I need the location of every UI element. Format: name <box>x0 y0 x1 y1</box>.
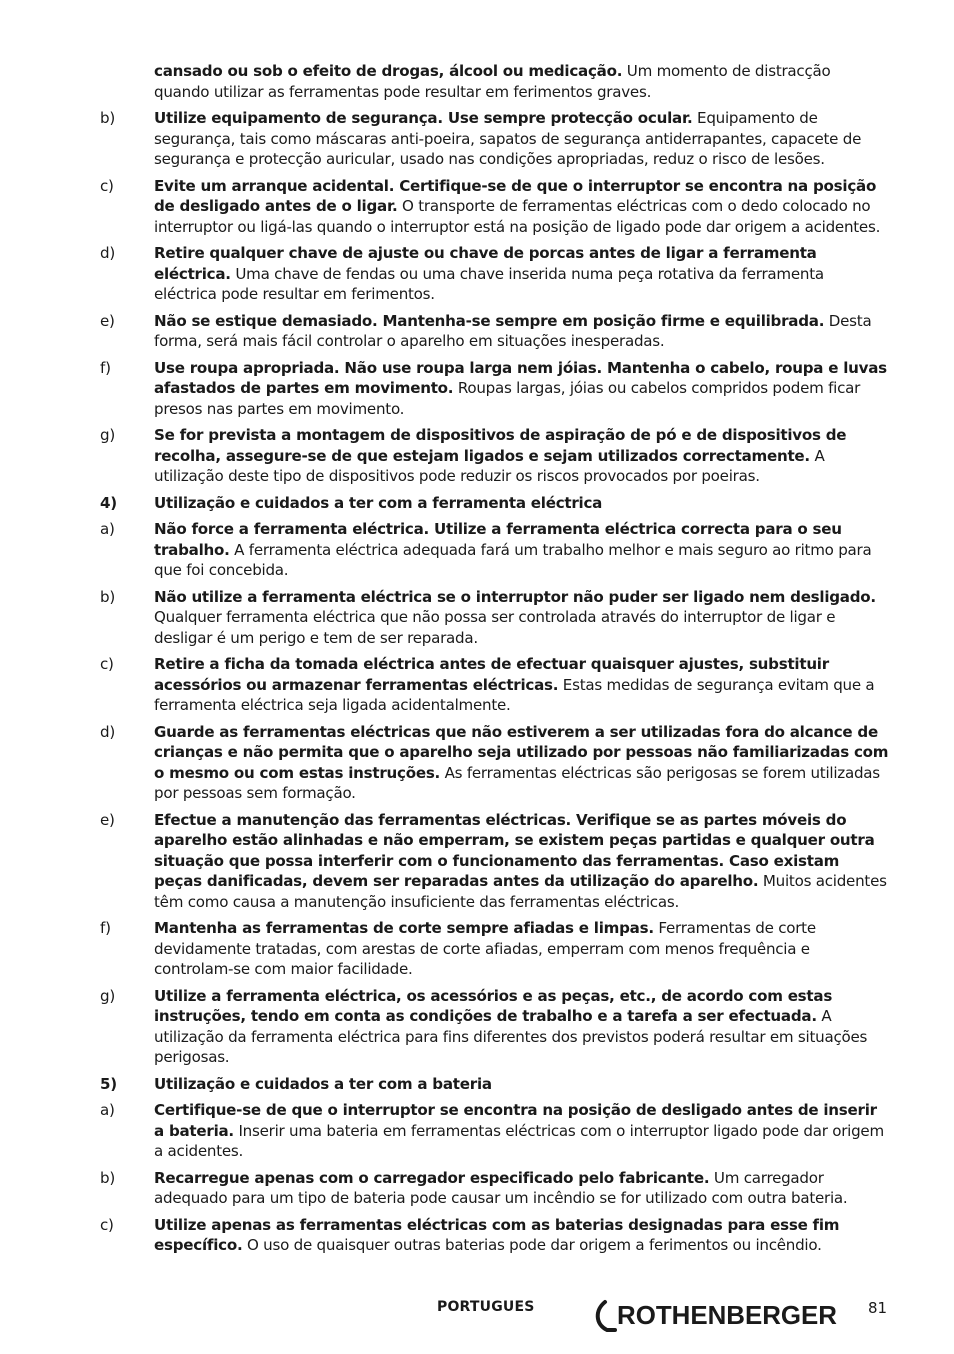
item-label: e) <box>100 810 115 829</box>
item-bold-text: Utilize a ferramenta eléctrica, os acessórios e as peças, etc., de acordo com estas instruções, tendo em conta as condições de trabalho e a tarefa a ser efectuada. <box>154 986 833 1025</box>
list-item <box>100 587 890 649</box>
item-bold-text: Não force a ferramenta eléctrica. Utilize a ferramenta eléctrica correcta para o seu trabalho. <box>154 520 842 559</box>
list-item <box>100 810 890 913</box>
item-label: c) <box>100 655 114 673</box>
item-text <box>154 587 890 649</box>
item-bold-text: Utilize equipamento de segurança. Use sempre protecção ocular. <box>154 109 693 127</box>
item-label: c) <box>100 1215 114 1234</box>
item-label: f) <box>100 919 111 937</box>
item-text <box>154 810 890 913</box>
list-item <box>100 425 890 487</box>
item-text <box>154 176 890 238</box>
list-item <box>100 722 890 804</box>
item-body-text: As ferramentas eléctricas são perigosas se forem utilizadas por pessoas sem formação. <box>154 763 880 802</box>
item-text <box>154 61 890 102</box>
list-item <box>100 1168 890 1209</box>
item-bold-text: Retire a ficha da tomada eléctrica antes de efectuar quaisquer ajustes, substituir acessórios ou armazenar ferramentas eléctricas. <box>154 655 829 694</box>
item-text <box>154 654 890 716</box>
item-text <box>154 918 890 980</box>
item-text <box>154 311 890 352</box>
item-label: a) <box>100 1101 115 1119</box>
item-text <box>154 722 890 804</box>
item-label: 5) <box>100 1074 117 1093</box>
item-body-text: Qualquer ferramenta eléctrica que não possa ser controlada através do interruptor de ligar e desligar é um perigo e tem de ser reparada. <box>154 608 836 647</box>
item-text <box>154 1168 890 1209</box>
item-label: g) <box>100 986 115 1005</box>
item-body-text: Um carregador adequado para um tipo de bateria pode causar um incêndio se for utilizado com outra bateria. <box>154 1168 848 1207</box>
list-item <box>100 519 890 581</box>
item-label: b) <box>100 109 115 127</box>
item-label: f) <box>100 358 111 377</box>
item-label: e) <box>100 311 115 330</box>
item-text <box>154 243 890 305</box>
item-bold-text: cansado ou sob o efeito de drogas, álcool ou medicação. <box>154 62 623 80</box>
item-text <box>154 108 890 170</box>
section-heading <box>100 1074 890 1095</box>
list-item <box>100 1100 890 1162</box>
list-item <box>100 61 890 102</box>
instruction-list <box>100 61 890 1262</box>
logo-swoosh <box>598 1302 615 1330</box>
item-text <box>154 493 890 514</box>
item-bold-text: Recarregue apenas com o carregador especificado pelo fabricante. <box>154 1168 710 1187</box>
item-bold-text: Se for prevista a montagem de dispositivos de aspiração de pó e de dispositivos de recolha, assegure-se de que estejam ligados e sejam utilizados correctamente. <box>154 426 847 465</box>
item-body-text: Um momento de distracção quando utilizar as ferramentas pode resultar em ferimentos graves. <box>154 62 831 101</box>
item-bold-text: Não utilize a ferramenta eléctrica se o interruptor não puder ser ligado nem desligado. <box>154 587 876 606</box>
item-label: c) <box>100 176 114 195</box>
list-item <box>100 108 890 170</box>
footer-language: PORTUGUES <box>437 1299 535 1315</box>
item-text <box>154 425 890 487</box>
item-label: a) <box>100 520 115 538</box>
item-label: g) <box>100 426 115 444</box>
item-text <box>154 358 890 420</box>
list-item <box>100 1215 890 1256</box>
list-item <box>100 918 890 980</box>
item-bold-text: Efectue a manutenção das ferramentas eléctricas. Verifique se as partes móveis do aparelho estão alinhadas e não emperram, se existem peças partidas e qualquer outra situação que possa interferir com o funcionamento das ferramentas. Caso existam peças danificadas, devem ser reparadas antes da utilização do aparelho. <box>154 810 875 890</box>
item-body-text: A utilização deste tipo de dispositivos pode reduzir os riscos provocados por poeiras. <box>154 446 825 485</box>
item-label: b) <box>100 1168 115 1187</box>
item-bold-text: Retire qualquer chave de ajuste ou chave de porcas antes de ligar a ferramenta eléctrica. <box>154 244 817 283</box>
section-heading <box>100 493 890 514</box>
list-item <box>100 176 890 238</box>
item-bold-text: Utilização e cuidados a ter com a ferramenta eléctrica <box>154 493 603 512</box>
rothenberger-logo <box>593 1296 843 1336</box>
item-text <box>154 1100 890 1162</box>
item-bold-text: Evite um arranque acidental. Certifique-se de que o interruptor se encontra na posição de desligado antes de o ligar. <box>154 176 877 215</box>
item-bold-text: Utilize apenas as ferramentas eléctricas com as baterias designadas para esse fim específico. <box>154 1215 840 1254</box>
item-body-text: Inserir uma bateria em ferramentas eléctricas com o interruptor ligado pode dar origem a acidentes. <box>154 1121 884 1160</box>
logo-text: ROTHENBERGER <box>617 1300 838 1330</box>
item-label: b) <box>100 587 115 606</box>
item-body-text: Equipamento de segurança, tais como máscaras anti-poeira, sapatos de segurança antiderrapantes, capacete de segurança e protecção auricular, usado nas condições apropriadas, reduz o risco de lesões. <box>154 109 862 168</box>
item-body-text: A utilização da ferramenta eléctrica para fins diferentes dos previstos poderá resultar em situações perigosas. <box>154 1007 868 1066</box>
item-text <box>154 519 890 581</box>
list-item <box>100 986 890 1068</box>
list-item <box>100 311 890 352</box>
item-bold-text: Guarde as ferramentas eléctricas que não estiverem a ser utilizadas fora do alcance de crianças e não permita que o aparelho seja utilizado por pessoas não familiarizadas com o mesmo ou com estas instruções. <box>154 722 889 782</box>
item-label <box>100 61 154 102</box>
item-bold-text: Certifique-se de que o interruptor se encontra na posição de desligado antes de inserir a bateria. <box>154 1101 877 1140</box>
item-text <box>154 1215 890 1256</box>
item-body-text: Roupas largas, jóias ou cabelos compridos podem ficar presos nas partes em movimento. <box>154 379 861 418</box>
item-label: d) <box>100 244 115 262</box>
page-number: 81 <box>868 1299 888 1317</box>
item-bold-text: Mantenha as ferramentas de corte sempre afiadas e limpas. <box>154 919 654 937</box>
item-bold-text: Use roupa apropriada. Não use roupa larga nem jóias. Mantenha o cabelo, roupa e luvas afastados de partes em movimento. <box>154 358 887 397</box>
item-body-text: Uma chave de fendas ou uma chave inserida numa peça rotativa da ferramenta eléctrica pode resultar em ferimentos. <box>154 264 824 303</box>
item-body-text: Ferramentas de corte devidamente tratadas, com arestas de corte afiadas, emperram com menos frequência e controlam-se com maior facilidade. <box>154 919 816 978</box>
item-text <box>154 986 890 1068</box>
list-item <box>100 358 890 420</box>
list-item <box>100 654 890 716</box>
item-bold-text: Utilização e cuidados a ter com a bateria <box>154 1074 492 1093</box>
item-label: 4) <box>100 493 117 512</box>
item-body-text: Muitos acidentes têm como causa a manutenção insuficiente das ferramentas eléctricas. <box>154 872 887 911</box>
item-bold-text: Não se estique demasiado. Mantenha-se sempre em posição firme e equilibrada. <box>154 311 825 330</box>
item-body-text: O uso de quaisquer outras baterias pode dar origem a ferimentos ou incêndio. <box>242 1236 822 1254</box>
item-body-text: O transporte de ferramentas eléctricas com o dedo colocado no interruptor ou ligá-las quando o interruptor está na posição de ligado pode dar origem a acidentes. <box>154 197 881 236</box>
item-text <box>154 1074 890 1095</box>
list-item <box>100 243 890 305</box>
item-label: d) <box>100 722 115 741</box>
item-body-text: A ferramenta eléctrica adequada fará um trabalho melhor e mais seguro ao ritmo para que foi concebida. <box>154 540 872 579</box>
item-body-text: Estas medidas de segurança evitam que a ferramenta eléctrica seja ligada acidentalmente. <box>154 675 875 714</box>
item-body-text: Desta forma, será mais fácil controlar o aparelho em situações inesperadas. <box>154 311 872 350</box>
